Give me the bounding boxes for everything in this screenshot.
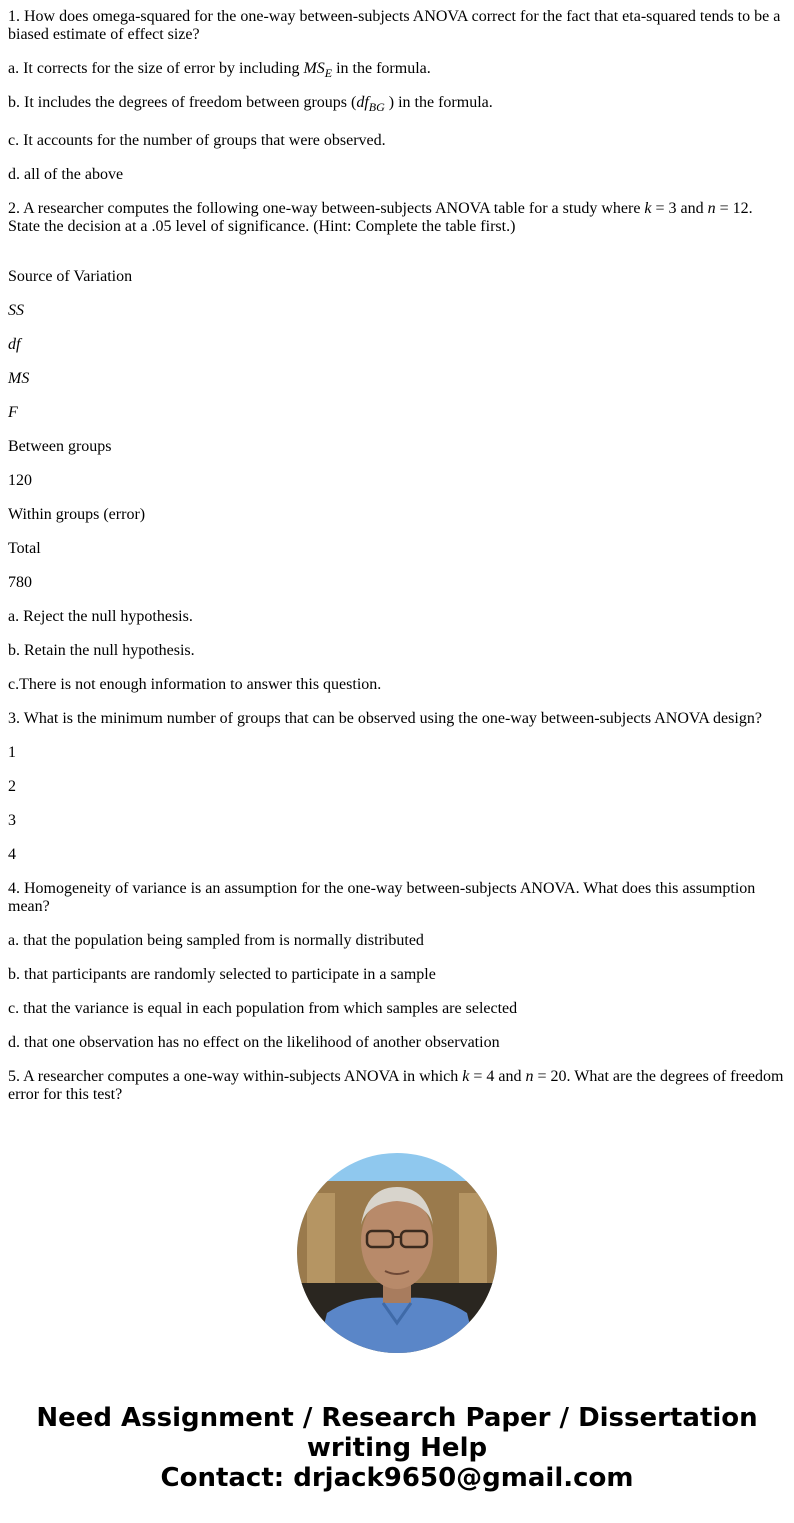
banner-line-3: Contact: drjack9650@gmail.com [160,1463,634,1493]
contact-banner [0,1403,794,1493]
table-row-total: Total [8,540,41,557]
df-subscript: BG [368,100,385,114]
document-body [8,8,786,1120]
banner-line-1: Need Assignment / Research Paper / Dissertation [36,1403,758,1433]
q2-option-b: b. Retain the null hypothesis. [8,642,195,659]
q4-stem: 4. Homogeneity of variance is an assumption for the one-way between-subjects ANOVA. What does this assumption mean? [8,880,756,915]
author-portrait [297,1153,497,1353]
table-cell-total-ss: 780 [8,574,32,591]
author-avatar [297,1153,497,1353]
q1-option-b: b. It includes the degrees of freedom between groups ($df_{BG}$ ) in the formula. [8,94,493,114]
table-header-ms: MS [8,370,30,387]
table-row-between: Between groups [8,438,112,455]
q3-stem: 3. What is the minimum number of groups that can be observed using the one-way between-subjects ANOVA design? [8,710,762,727]
table-header-ss: SS [8,302,24,319]
q3-option-3: 3 [8,812,16,829]
q4-option-d: d. that one observation has no effect on the likelihood of another observation [8,1034,500,1051]
ms-variable: MS [303,60,325,77]
q2-stem: 2. A researcher computes the following one-way between-subjects ANOVA table for a study where k = 3 and n = 12. State the decision at a .05 level of significance. (Hint: Complete the table first.) [8,200,753,235]
table-cell-between-ss: 120 [8,472,32,489]
q1-option-c: c. It accounts for the number of groups that were observed. [8,132,386,149]
q1-option-d: d. all of the above [8,166,124,183]
q4-option-c: c. that the variance is equal in each population from which samples are selected [8,1000,518,1017]
df-variable: df [356,94,369,111]
q3-option-1: 1 [8,744,16,761]
table-row-within: Within groups (error) [8,506,146,523]
table-header-df: df [8,336,21,353]
ms-subscript: E [324,66,333,80]
q2-option-c: c.There is not enough information to answer this question. [8,676,382,693]
banner-line-2: writing Help [306,1433,488,1463]
table-header-source: Source of Variation [8,268,133,285]
q4-option-b: b. that participants are randomly selected to participate in a sample [8,966,436,983]
q1-option-a: a. It corrects for the size of error by including $MS_E$ in the formula. [8,60,431,80]
q5-stem: 5. A researcher computes a one-way within-subjects ANOVA in which k = 4 and n = 20. What are the degrees of freedom error for this test? [8,1068,784,1103]
table-header-f: F [8,404,18,421]
q3-option-2: 2 [8,778,16,795]
spacer [8,252,786,268]
q1-stem: 1. How does omega-squared for the one-way between-subjects ANOVA correct for the fact that eta-squared tends to be a biased estimate of effect size? [8,8,781,43]
q4-option-a: a. that the population being sampled from is normally distributed [8,932,424,949]
q3-option-4: 4 [8,846,16,863]
q2-option-a: a. Reject the null hypothesis. [8,608,193,625]
